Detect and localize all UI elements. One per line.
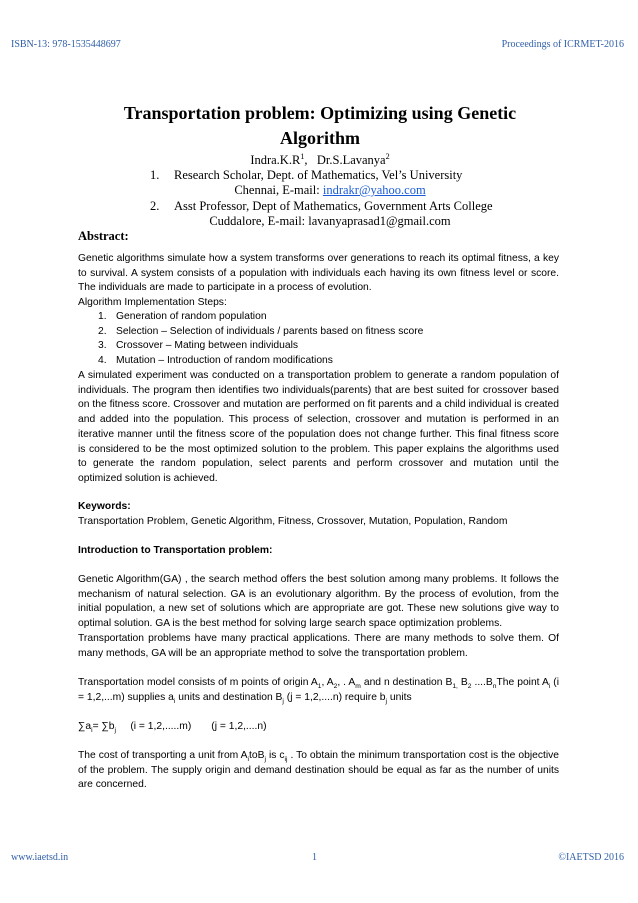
supply-demand-equation: $\sum a_i= \sum b_j$ (i = 1,2,.....m) (j = 1,2,....n)	[78, 721, 267, 735]
header-isbn: ISBN-13: 978-1535448697	[11, 39, 121, 50]
author-line: $Indra.K.R^1$, Dr.S.Lavanya$^2$	[250, 151, 390, 167]
footer-site: www.iaetsd.in	[11, 852, 69, 863]
list-item: 3. Crossover – Mating between individuals	[98, 340, 299, 352]
keywords-text: Transportation Problem, Genetic Algorithm, Fitness, Crossover, Mutation, Population, Random	[78, 516, 508, 527]
abstract-paragraph-2: A simulated experiment was conducted on a transportation problem to generate a random population of individuals. The program then identifies two individuals(parents) that are best suited for crossover based on the fitness score. Crossover and mutation are performed on fit parents and a child individual is created and added into the population. This process of selection, crossover and mutation is performed in an iterative manner until the fitness score of the population does not change further. This final fitness score is considered to be the most optimized solution to the problem. This paper explains the algorithms used to generate the random population, select parents and perform crossover and mutation until the optimized solution is achieved.	[78, 370, 559, 484]
steps-heading: Algorithm Implementation Steps:	[78, 297, 227, 308]
author-1-sup: 1	[300, 151, 305, 161]
intro-heading: Introduction to Transportation problem:	[78, 545, 273, 556]
list-item: 2. Selection – Selection of individuals / parents based on fitness score	[98, 325, 424, 337]
intro-paragraph-3: Transportation model consists of m points of origin $A_1$, $A_2$, . $A_m$ and n destination $B_{1,}$ $B_2$ $....B_nThe$ point $A_i$ (i = 1,2,...m) supplies $a_i$ units and destination $B_j$ (j = 1,2,....n) require $b_j$ units	[78, 677, 559, 705]
footer-page-number: 1	[312, 852, 317, 863]
title-line-2: Algorithm	[280, 128, 360, 148]
abstract-heading: Abstract:	[78, 229, 129, 243]
intro-paragraph-4: The cost of transporting a unit from $A_itoB_j$ is $c_{ij}$ . To obtain the minimum transportation cost is the objective of the problem. The supply origin and demand destination should be equal as far as the number of units are concerned.	[78, 750, 560, 791]
email-link-1[interactable]: indrakr@yahoo.com	[322, 183, 426, 197]
intro-paragraph-1: Genetic Algorithm(GA) , the search method offers the best solution among many problems. It follows the mechanism of natural selection. GA is an evolutionary algorithm. By the process of evolution, from the initial population, a new set of solutions which are appropriate are got. These new solutions give way to optimal solution. GA is the best method for solving large search space optimization problems.	[78, 574, 559, 630]
title-line-1: Transportation problem: Optimizing using Genetic	[123, 103, 517, 123]
steps-list	[98, 310, 423, 369]
footer-copyright: ©IAETSD 2016	[558, 852, 624, 863]
paper-title	[60, 101, 580, 151]
list-item: 4. Mutation – Introduction of random modifications	[98, 355, 333, 367]
abstract-paragraph-1: Genetic algorithms simulate how a system transforms over generations to reach its optimal fitness, a key to survival. A system consists of a population with individuals each having its own fitness level or score. The individuals are made to participate in a process of evolution.	[78, 253, 559, 294]
email-2: lavanyaprasad1@gmail.com	[308, 214, 451, 228]
author-1: Indra.K.R	[250, 153, 301, 167]
author-2-sup: 2	[385, 151, 390, 161]
intro-paragraph-2: Transportation problems have many practical applications. There are many methods to solve them. Of many methods, GA will be an appropriate method to solve the transportation problem.	[78, 633, 559, 659]
list-item: 1. Generation of random population	[98, 311, 267, 322]
author-2: Dr.S.Lavanya	[316, 153, 386, 167]
affiliation-2: 2. Asst Professor, Dept of Mathematics, Government Arts College Cuddalore, E-mail: lavanyaprasad1@gmail.com	[150, 199, 493, 228]
affiliation-1: 1. Research Scholar, Dept. of Mathematics, Vel’s University Chennai, E-mail: indrakr@yahoo.com	[150, 168, 463, 197]
keywords-heading: Keywords:	[78, 501, 131, 512]
header-proceedings: Proceedings of ICRMET-2016	[501, 39, 624, 50]
